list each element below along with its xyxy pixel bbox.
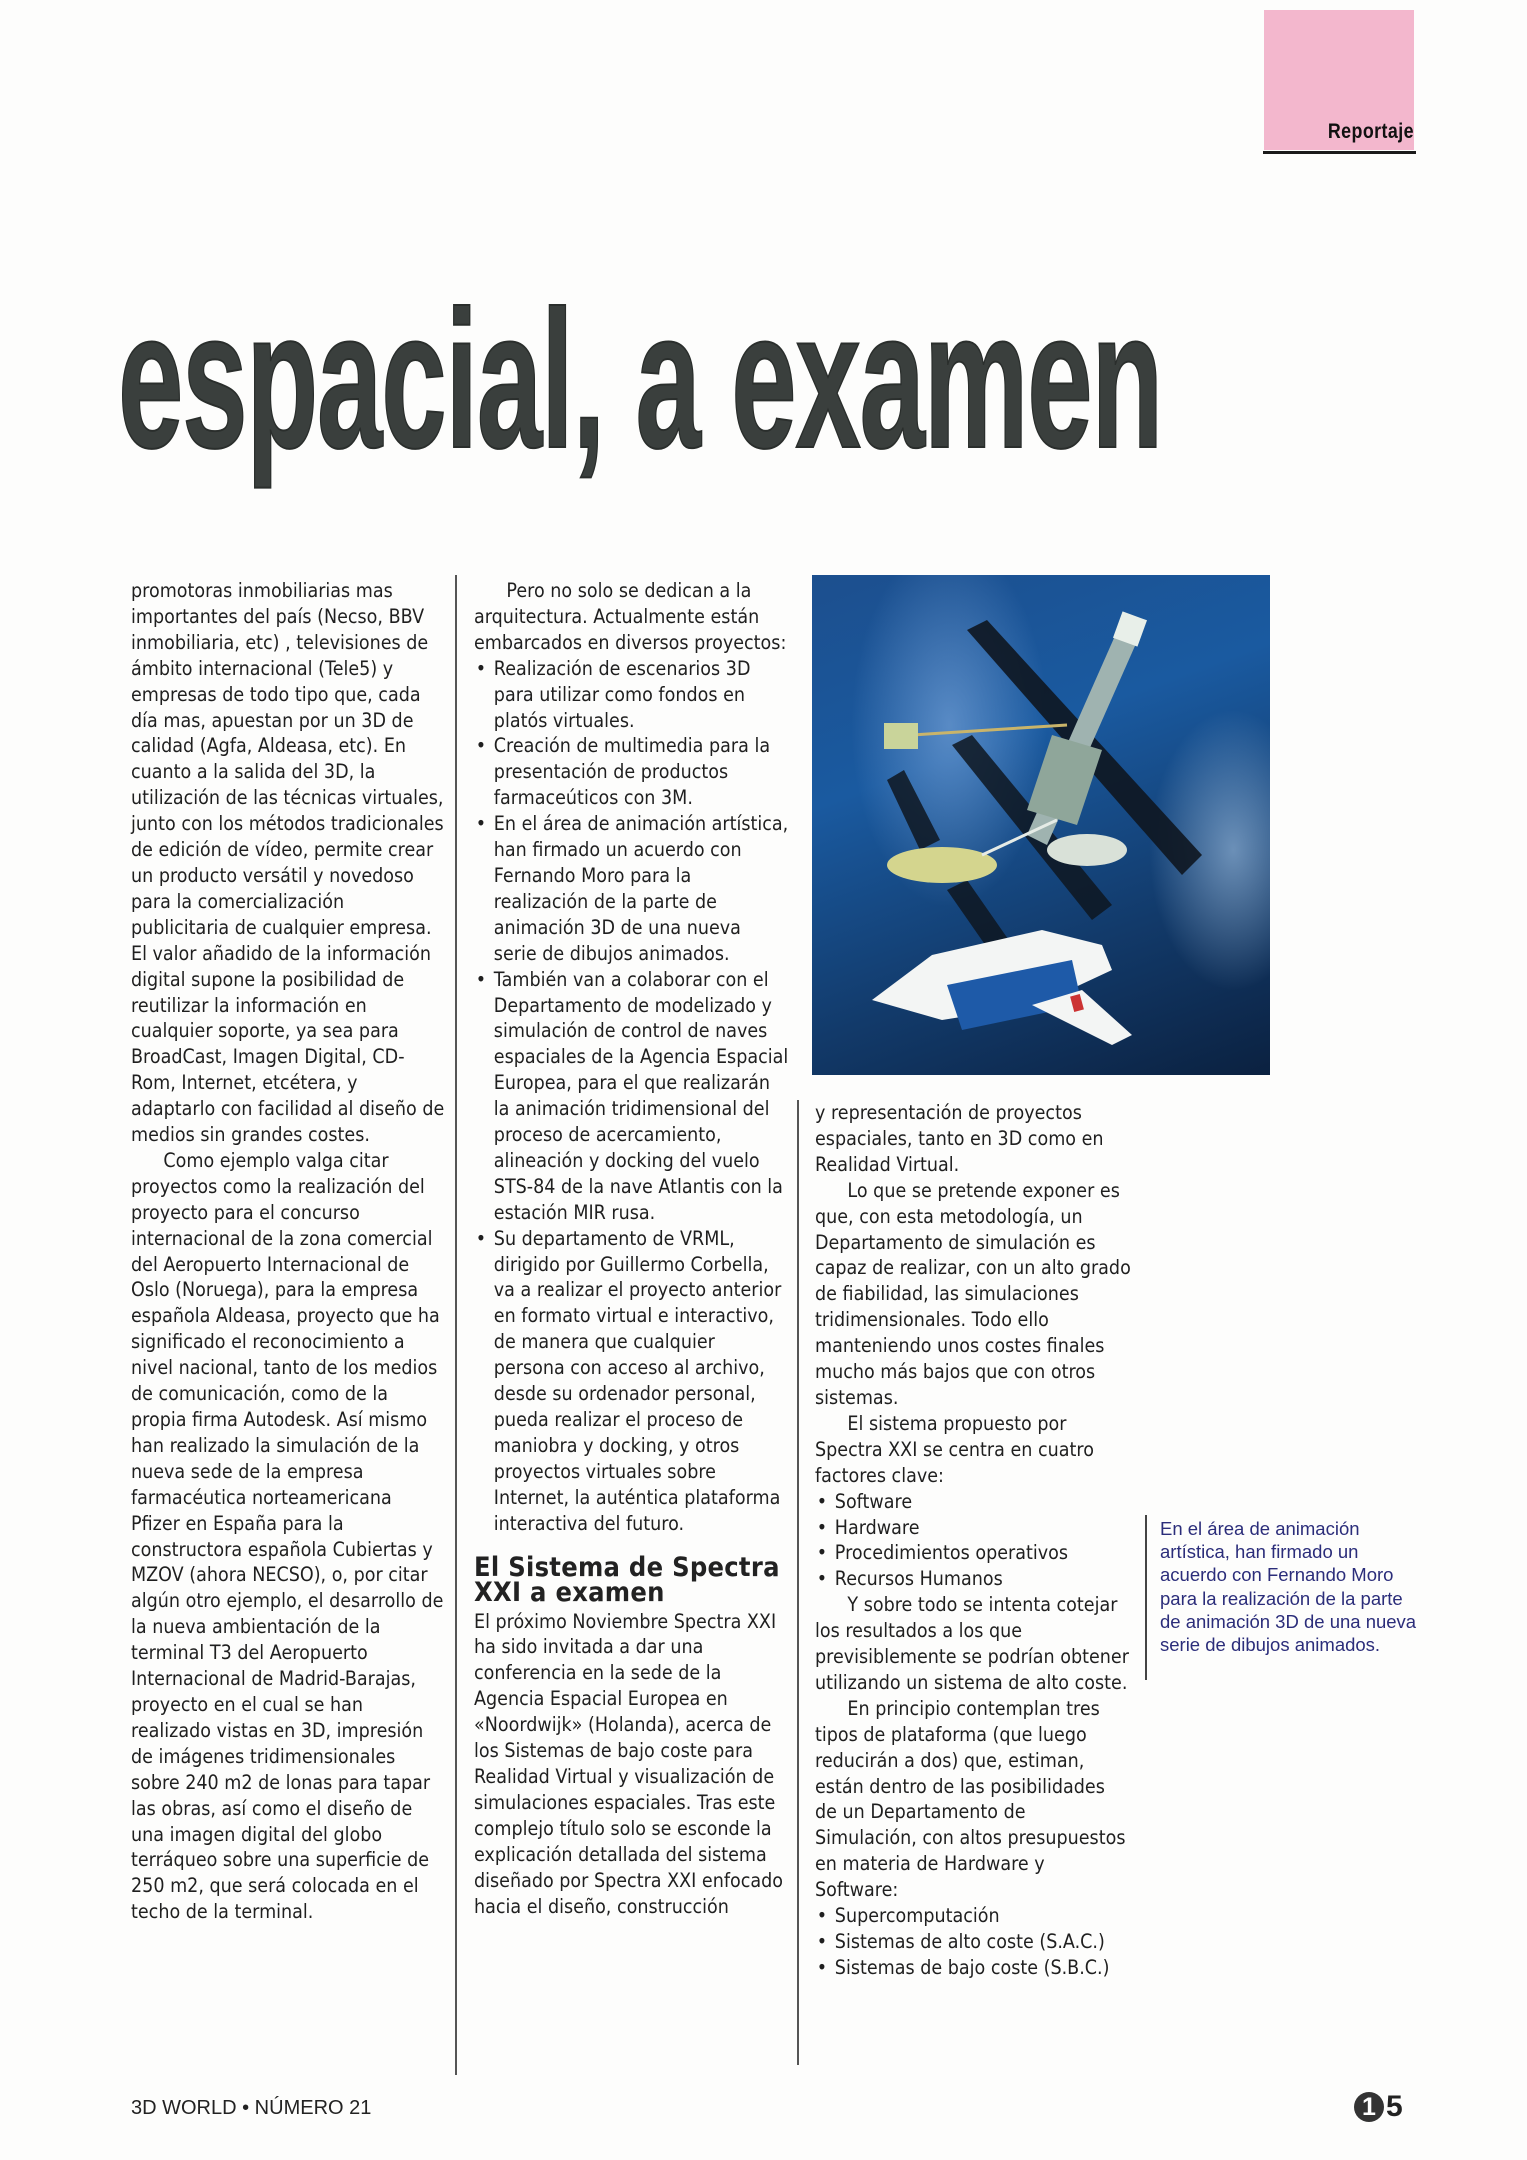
sidebar-rule [1145, 1515, 1147, 1680]
column-divider [455, 575, 457, 2075]
page-number-circle: 1 [1354, 2092, 1384, 2122]
paragraph: y representación de proyectos espaciales, tanto en 3D como en Realidad Virtual. [815, 1101, 1104, 1176]
paragraph: Pero no solo se dedican a la arquitectura. Actualmente están embarcados en diversos proyectos: [474, 579, 787, 654]
section-label: Reportaje [1327, 120, 1414, 143]
shuttle-mir-illustration [812, 575, 1270, 1075]
article-headline: espacial, a examen [118, 270, 1163, 489]
section-rule [1263, 151, 1416, 154]
paragraph: En principio contemplan tres tipos de plataforma (que luego reducirán a dos) que, estiman, están dentro de las posibilidades de un Departamento de Simulación, con altos presupuestos en materia de Hardware y Software: [815, 1696, 1126, 1902]
list-item: • Sistemas de bajo coste (S.B.C.) [815, 1955, 1132, 1981]
list-item: • Creación de multimedia para la presentación de productos farmaceúticos con 3M. [474, 733, 789, 811]
paragraph: Como ejemplo valga citar proyectos como la realización del proyecto para el concurso internacional de la zona comercial del Aeropuerto Internacional de Oslo (Noruega), para la empresa española Aldeasa, proyecto que ha significado el reconocimiento a nivel nacional, tanto de los medios de comunicación, como de la propia firma Autodesk. Así mismo han realizado la simulación de la nueva sede de la empresa farmacéutica norteamericana Pfizer en España para la constructora española Cubiertas y MZOV (ahora NECSO), o, por citar algún otro ejemplo, el desarrollo de la nueva ambientación de la terminal T3 del Aeropuerto Internacional de Madrid-Barajas, proyecto en el cual se han realizado vistas en 3D, impresión de imágenes tridimensionales sobre 240 m2 de lonas para tapar las obras, así como el diseño de una imagen digital del globo terráqueo sobre una superficie de 250 m2, que será colocada en el techo de la terminal. [131, 1148, 444, 1924]
section-subhead: El Sistema de Spectra XXI a examen [474, 1551, 780, 1608]
pull-quote: En el área de animación artística, han firmado un acuerdo con Fernando Moro para la realización de la parte de animación 3D de una nueva serie de dibujos animados. [1160, 1518, 1417, 1656]
list-item: • Realización de escenarios 3D para utilizar como fondos en platós virtuales. [474, 656, 789, 734]
column-3 [815, 1100, 1132, 1981]
paragraph: El sistema propuesto por Spectra XXI se centra en cuatro factores clave: [815, 1411, 1094, 1487]
projects-list [474, 656, 789, 1537]
page-number [1354, 2090, 1403, 2124]
column-divider [797, 1100, 799, 2065]
paragraph: Y sobre todo se intenta cotejar los resultados a los que previsiblemente se podrían obtener utilizando un sistema de alto coste. [815, 1593, 1129, 1694]
list-item: • En el área de animación artística, han firmado un acuerdo con Fernando Moro para la realización de la parte de animación 3D de una nueva serie de dibujos animados. [474, 811, 789, 966]
list-item: • También van a colaborar con el Departamento de modelizado y simulación de control de naves espaciales de la Agencia Espacial Europea, para el que realizarán la animación tridimensional del proceso de acercamiento, alineación y docking del vuelo STS-84 de la nave Atlantis con la estación MIR rusa. [474, 967, 789, 1226]
page-number-digit: 5 [1386, 2090, 1403, 2123]
paragraph: El próximo Noviembre Spectra XXI ha sido invitada a dar una conferencia en la sede de la Agencia Espacial Europea en «Noordwijk» (Holanda), acerca de los Sistemas de bajo coste para Realidad Virtual y visualización de simulaciones espaciales. Tras este complejo título solo se esconde la explicación detallada del sistema diseñado por Spectra XXI enfocado hacia el diseño, construcción [474, 1609, 784, 1918]
publication-footer: 3D WORLD • NÚMERO 21 [131, 2097, 372, 2119]
space-station-photo [812, 575, 1270, 1075]
paragraph: promotoras inmobiliarias mas importantes del país (Necso, BBV inmobiliaria, etc) , televisiones de ámbito internacional (Tele5) y empresas de todo tipo que, cada día mas, apuestan por un 3D de calidad (Agfa, Aldeasa, etc). En cuanto a la salida del 3D, la utilización de las técnicas virtuales, junto con los métodos tradicionales de edición de vídeo, permite crear un producto versátil y novedoso para la comercialización publicitaria de cualquier empresa. El valor añadido de la información digital supone la posibilidad de reutilizar la información en cualquier soporte, ya sea para BroadCast, Imagen Digital, CD-Rom, Internet, etcétera, y adaptarlo con facilidad al diseño de medios sin grandes costes. [131, 579, 445, 1147]
key-factors-list [815, 1489, 1132, 1593]
list-item: • Supercomputación [815, 1903, 1132, 1929]
platforms-list [815, 1903, 1132, 1981]
list-item: • Recursos Humanos [815, 1566, 1132, 1592]
paragraph: Lo que se pretende exponer es que, con esta metodología, un Departamento de simulación es capaz de realizar, con un alto grado de fiabilidad, las simulaciones tridimensionales. Todo ello manteniendo unos costes finales mucho más bajos que con otros sistemas. [815, 1178, 1131, 1409]
list-item: • Procedimientos operativos [815, 1540, 1132, 1566]
list-item: • Su departamento de VRML, dirigido por Guillermo Corbella, va a realizar el proyecto anterior en formato virtual e interactivo, de manera que cualquier persona con acceso al archivo, desde su ordenador personal, pueda realizar el proceso de maniobra y docking, y otros proyectos virtuales sobre Internet, la auténtica plataforma interactiva del futuro. [474, 1226, 789, 1537]
column-2 [474, 578, 789, 1919]
list-item: • Hardware [815, 1515, 1132, 1541]
list-item: • Sistemas de alto coste (S.A.C.) [815, 1929, 1132, 1955]
list-item: • Software [815, 1489, 1132, 1515]
column-1 [131, 578, 446, 1925]
